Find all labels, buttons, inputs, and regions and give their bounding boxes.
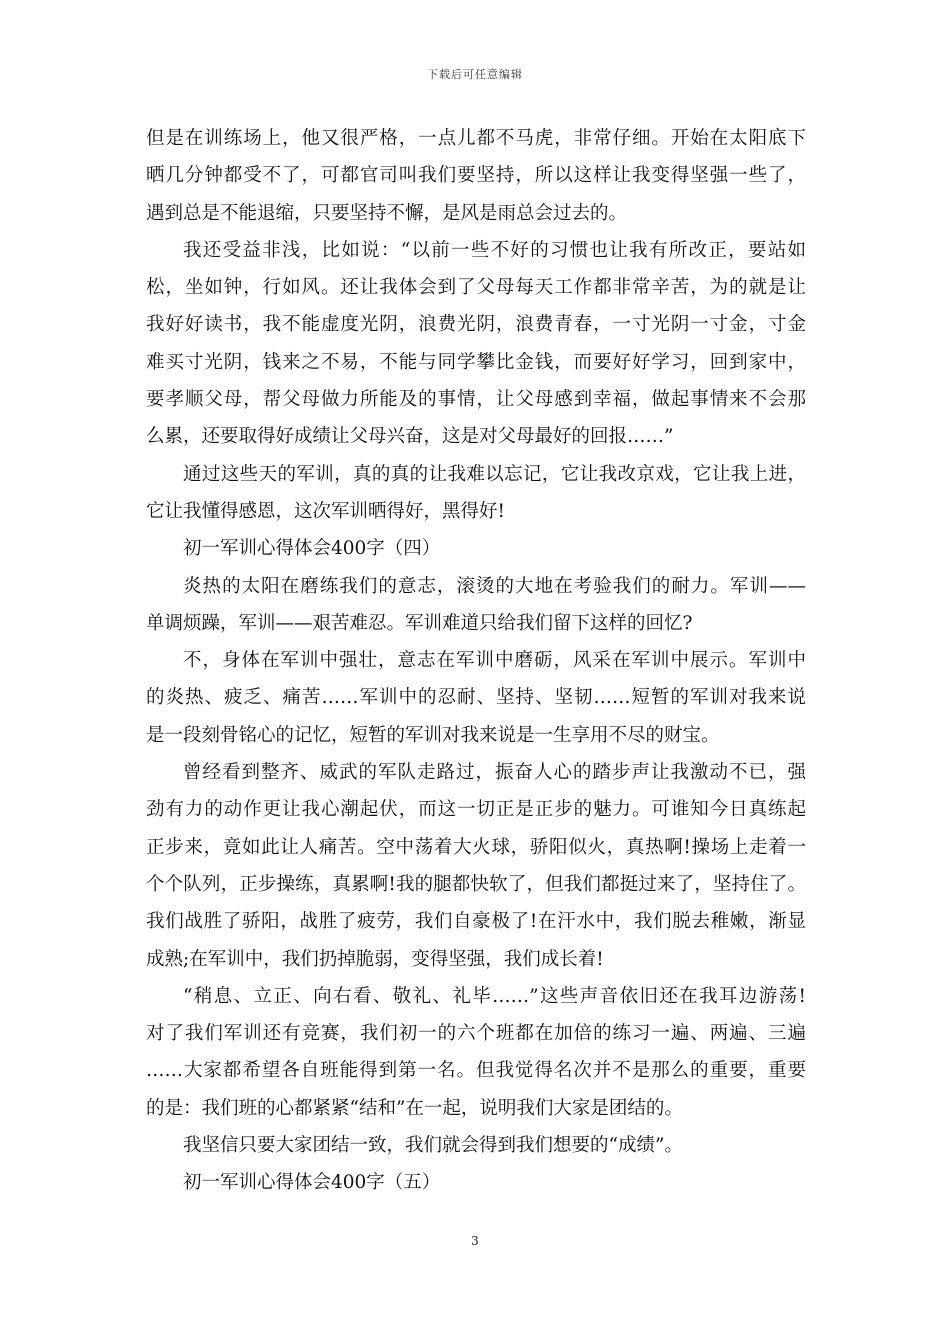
text-line: 成熟;在军训中，我们扔掉脆弱，变得坚强，我们成长着!	[146, 948, 604, 970]
text-line: ……大家都希望各自班能得到第一名。但我觉得名次并不是那么的重要，重要	[146, 1060, 806, 1082]
text-line: 对了我们军训还有竞赛，我们初一的六个班都在加倍的练习一遍、两遍、三遍	[146, 1023, 806, 1045]
text-line: 曾经看到整齐、威武的军队走路过，振奋人心的踏步声让我激动不已，强	[183, 762, 806, 784]
text-line: 是一段刻骨铭心的记忆，短暂的军训对我来说是一生享用不尽的财宝。	[146, 724, 720, 746]
text-line: 的是：我们班的心都紧紧“结和”在一起，说明我们大家是团结的。	[146, 1097, 683, 1119]
text-line: 我坚信只要大家团结一致，我们就会得到我们想要的“成绩”。	[183, 1135, 683, 1157]
text-line: “稍息、立正、向右看、敬礼、礼毕……”这些声音依旧还在我耳边游荡!	[183, 985, 806, 1007]
text-line: 遇到总是不能退缩，只要坚持不懈，是风是雨总会过去的。	[146, 202, 628, 224]
text-line: 它让我懂得感恩，这次军训晒得好，黑得好!	[146, 500, 505, 522]
text-line: 初一军训心得体会400字（五）	[183, 1172, 441, 1194]
text-line: 松，坐如钟，行如风。还让我体会到了父母每天工作都非常辛苦，为的就是让	[146, 277, 806, 299]
text-line: 个个队列，正步操练，真累啊!我的腿都快软了，但我们都挺过来了，坚持住了。	[146, 873, 806, 895]
text-line: 正步来，竟如此让人痛苦。空中荡着大火球，骄阳似火，真热啊!操场上走着一	[146, 836, 806, 858]
text-line: 难买寸光阴，钱来之不易，不能与同学攀比金钱，而要好好学习，回到家中，	[146, 351, 806, 373]
text-line: 单调烦躁，军训——艰苦难忍。军训难道只给我们留下这样的回忆?	[146, 612, 693, 634]
text-line: 劲有力的动作更让我心潮起伏，而这一切正是正步的魅力。可谁知今日真练起	[146, 799, 806, 821]
text-line: 初一军训心得体会400字（四）	[183, 538, 441, 560]
text-line: 炎热的太阳在磨练我们的意志，滚烫的大地在考验我们的耐力。军训——	[183, 575, 806, 597]
text-line: 不，身体在军训中强壮，意志在军训中磨砺，风采在军训中展示。军训中	[183, 650, 806, 672]
page-number: 3	[471, 1234, 479, 1248]
document-body	[146, 120, 806, 1202]
text-line: 我还受益非浅，比如说：“以前一些不好的习惯也让我有所改正，要站如	[183, 239, 806, 261]
text-line: 的炎热、疲乏、痛苦……军训中的忍耐、坚持、坚韧……短暂的军训对我来说	[146, 687, 806, 709]
text-line: 要孝顺父母，帮父母做力所能及的事情，让父母感到幸福，做起事情来不会那	[146, 389, 806, 411]
text-line: 但是在训练场上，他又很严格，一点儿都不马虎，非常仔细。开始在太阳底下	[146, 128, 806, 149]
text-line: 晒几分钟都受不了，可都官司叫我们要坚持，所以这样让我变得坚强一些了，	[146, 165, 806, 187]
text-line: 通过这些天的军训，真的真的让我难以忘记，它让我改京戏，它让我上进，	[183, 463, 806, 485]
page-header: 下载后可任意编辑	[427, 68, 523, 81]
text-line: 我好好读书，我不能虚度光阴，浪费光阴，浪费青春，一寸光阴一寸金，寸金	[146, 314, 806, 336]
text-line: 么累，还要取得好成绩让父母兴奋，这是对父母最好的回报……”	[146, 426, 674, 448]
text-line: 我们战胜了骄阳，战胜了疲劳，我们自豪极了!在汗水中，我们脱去稚嫩，渐显	[146, 911, 806, 933]
